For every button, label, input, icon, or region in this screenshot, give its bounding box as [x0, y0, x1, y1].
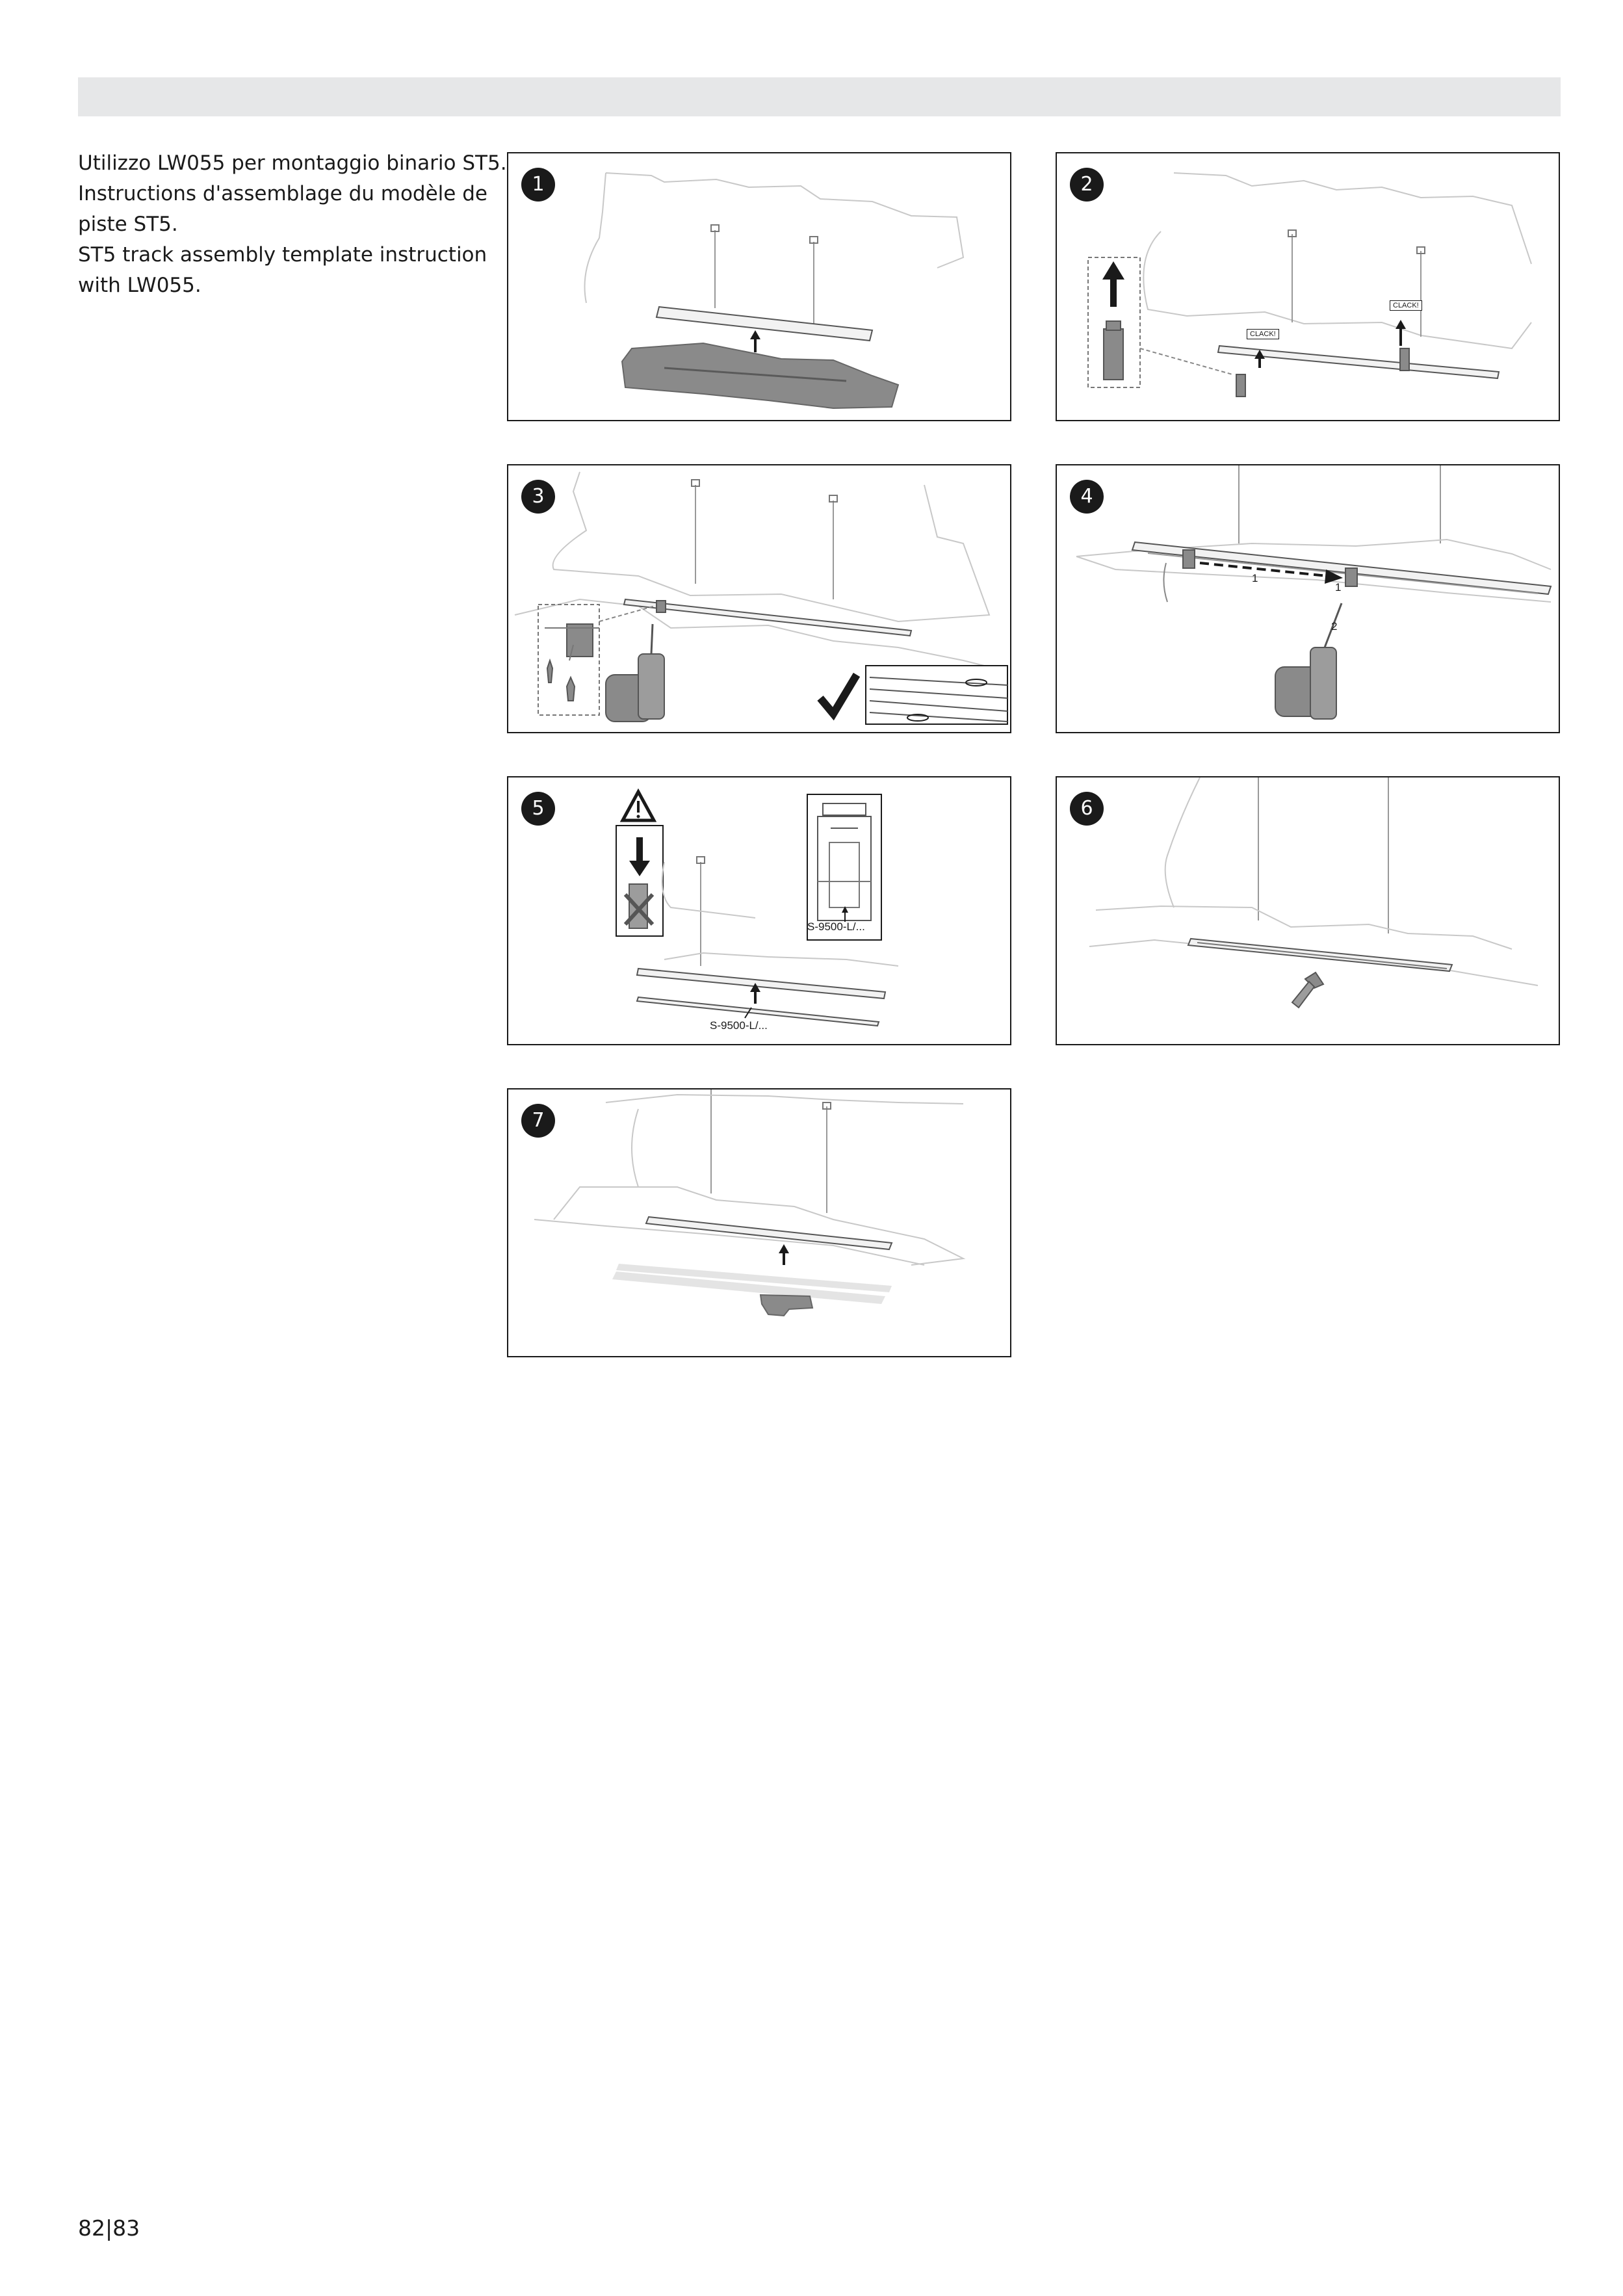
clack-tag: CLACK! [1390, 300, 1422, 311]
intro-line: piste ST5. [78, 213, 178, 236]
step-6-panel [1056, 776, 1560, 1045]
intro-line: Utilizzo LW055 per montaggio binario ST5. [78, 151, 507, 175]
step-number-badge: 1 [521, 168, 555, 202]
step-number-badge: 5 [521, 792, 555, 826]
part-label: S-9500-L/... [710, 1019, 768, 1032]
part-label-inset: S-9500-L/... [807, 920, 865, 933]
step-7-illustration [508, 1089, 1011, 1357]
step-number-badge: 2 [1070, 168, 1104, 202]
step-label-2: 2 [1331, 620, 1338, 633]
step-6-illustration [1057, 777, 1560, 1045]
step-label-1: 1 [1335, 581, 1342, 594]
header-bar [78, 77, 1561, 116]
intro-line: Instructions d'assemblage du modèle de [78, 182, 487, 205]
step-1-panel [507, 152, 1011, 421]
page-number: 82|83 [78, 2215, 140, 2241]
step-4-panel [1056, 464, 1560, 733]
step-number-badge: 6 [1070, 792, 1104, 826]
step-3-panel [507, 464, 1011, 733]
intro-text [78, 148, 507, 301]
step-5-illustration [508, 777, 1011, 1045]
intro-line: ST5 track assembly template instruction [78, 243, 487, 267]
step-7-panel [507, 1088, 1011, 1357]
step-number-badge: 7 [521, 1104, 555, 1138]
step-number-badge: 3 [521, 480, 555, 514]
step-label-1: 1 [1252, 572, 1258, 584]
step-4-illustration [1057, 465, 1560, 733]
step-3-illustration [508, 465, 1011, 733]
step-number-badge: 4 [1070, 480, 1104, 514]
step-2-panel [1056, 152, 1560, 421]
step-5-panel [507, 776, 1011, 1045]
step-1-illustration [508, 153, 1011, 421]
clack-tag: CLACK! [1247, 329, 1279, 339]
intro-line: with LW055. [78, 274, 201, 297]
step-2-illustration [1057, 153, 1560, 421]
